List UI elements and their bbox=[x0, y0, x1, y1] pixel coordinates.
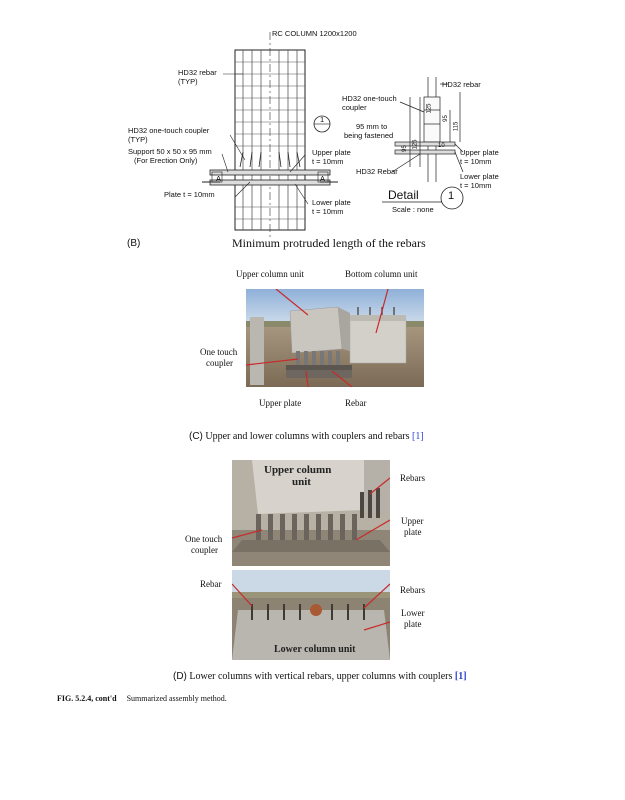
upper-plate-thickness: t = 10mm bbox=[312, 157, 344, 166]
figure-title: Summarized assembly method. bbox=[126, 694, 227, 703]
panel-d-citation[interactable]: [1] bbox=[454, 671, 467, 682]
detail-hd32-rebar: HD32 rebar bbox=[442, 80, 481, 89]
coupler-label: HD32 one-touch coupler bbox=[128, 126, 210, 135]
panel-c-citation[interactable]: [1] bbox=[412, 431, 424, 442]
photo-lower-column-text: Lower column unit bbox=[274, 644, 356, 655]
detail-bubble-number: 1 bbox=[320, 115, 325, 124]
photo-columns-couplers bbox=[246, 289, 424, 387]
label-upper-plate-d-2: plate bbox=[404, 527, 422, 537]
hd32-rebar-label: HD32 rebar bbox=[178, 68, 217, 77]
dimension-label: 125 bbox=[426, 103, 433, 114]
dimension-label: 95 bbox=[442, 115, 449, 122]
label-lower-plate-2: plate bbox=[404, 619, 422, 629]
detail-number: 1 bbox=[448, 190, 455, 202]
dimension-label: 95 bbox=[401, 145, 408, 152]
detail-hd32-rebar-2: HD32 Rebar bbox=[356, 167, 398, 176]
photo-columns-couplers-art bbox=[246, 289, 424, 387]
lower-plate-thickness: t = 10mm bbox=[312, 207, 344, 216]
detail-lower-plate-t: t = 10mm bbox=[460, 181, 492, 190]
label-rebars-bottom: Rebars bbox=[400, 585, 425, 595]
label-one-touch-coupler-2: coupler bbox=[206, 358, 233, 368]
detail-coupler-label-2: coupler bbox=[342, 103, 367, 112]
label-rebars-top: Rebars bbox=[400, 473, 425, 483]
upper-plate-label: Upper plate bbox=[312, 148, 351, 157]
label-bottom-column-unit: Bottom column unit bbox=[345, 269, 418, 279]
detail-scale: Scale : none bbox=[392, 205, 434, 214]
dimension-label: 125 bbox=[412, 139, 419, 150]
panel-b-drawing bbox=[120, 22, 499, 252]
panel-c-label: (C) bbox=[189, 431, 203, 442]
detail-fastened-label-2: being fastened bbox=[344, 131, 394, 140]
photo-upper-column-text: Upper column bbox=[264, 464, 332, 476]
coupler-typ: (TYP) bbox=[128, 135, 148, 144]
photo-upper-column-couplers bbox=[232, 460, 390, 566]
panel-b-label: (B) bbox=[127, 238, 141, 249]
detail-fastened-label: 95 mm to bbox=[356, 122, 388, 131]
photo-lower-column-rebars bbox=[232, 570, 390, 660]
panel-c-caption-text: Upper and lower columns with couplers and rebars bbox=[205, 431, 410, 442]
section-mark-a-left: A bbox=[216, 174, 222, 183]
label-one-touch-coupler-d-2: coupler bbox=[191, 545, 218, 555]
panel-d-label: (D) bbox=[173, 671, 187, 682]
photo-upper-column-text-2: unit bbox=[292, 476, 311, 488]
label-lower-plate: Lower bbox=[401, 608, 425, 618]
panel-d-caption-text: Lower columns with vertical rebars, upper columns with couplers bbox=[189, 671, 453, 682]
lower-plate-label: Lower plate bbox=[312, 198, 351, 207]
detail-upper-plate-t: t = 10mm bbox=[460, 157, 492, 166]
rc-column-title: RC COLUMN 1200x1200 bbox=[272, 29, 357, 38]
label-upper-plate-d: Upper bbox=[401, 516, 424, 526]
dimension-label: 115 bbox=[453, 121, 460, 132]
panel-d-caption bbox=[173, 671, 467, 682]
detail-coupler-label: HD32 one-touch bbox=[342, 94, 397, 103]
dimension-label: 10 bbox=[438, 143, 445, 149]
detail-lower-plate: Lower plate bbox=[460, 172, 499, 181]
figure-label: FIG. 5.2.4, cont'd bbox=[57, 694, 117, 703]
panel-b-title: Minimum protruded length of the rebars bbox=[232, 236, 426, 250]
panel-c-caption bbox=[189, 431, 424, 442]
label-one-touch-coupler-d: One touch bbox=[185, 534, 223, 544]
support-label: Support 50 x 50 x 95 mm bbox=[128, 147, 212, 156]
support-note: (For Erection Only) bbox=[134, 156, 198, 165]
section-mark-a-right: A bbox=[320, 174, 326, 183]
label-upper-column-unit: Upper column unit bbox=[236, 269, 304, 279]
hd32-rebar-typ: (TYP) bbox=[178, 77, 198, 86]
detail-upper-plate: Upper plate bbox=[460, 148, 499, 157]
column-section-drawing bbox=[120, 22, 480, 252]
label-one-touch-coupler: One touch bbox=[200, 347, 238, 357]
plate-thickness-label: Plate t = 10mm bbox=[164, 190, 215, 199]
label-rebar: Rebar bbox=[345, 398, 367, 408]
label-upper-plate: Upper plate bbox=[259, 398, 302, 408]
label-rebar-left: Rebar bbox=[200, 579, 222, 589]
detail-title: Detail bbox=[388, 188, 419, 202]
figure-caption bbox=[57, 694, 227, 703]
